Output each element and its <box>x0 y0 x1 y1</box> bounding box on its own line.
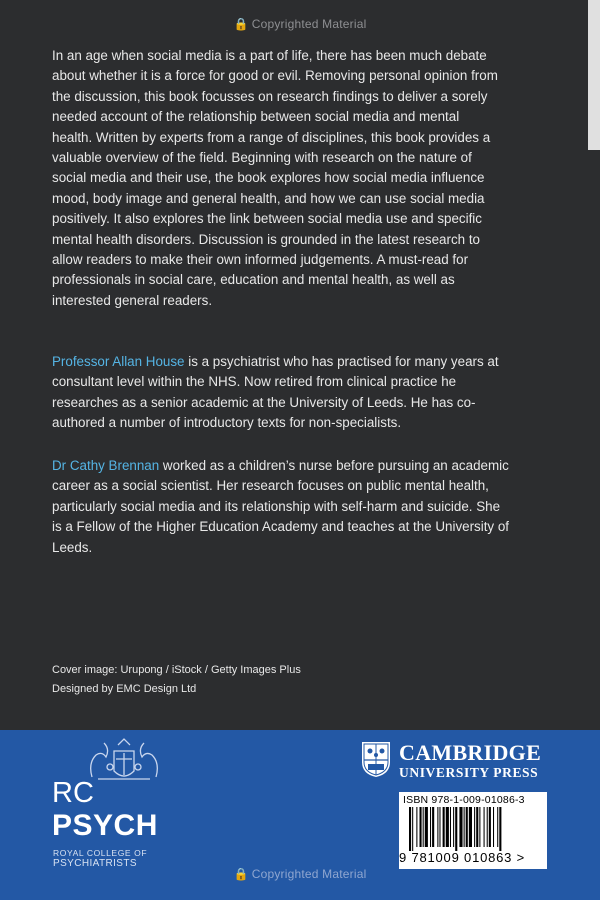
author-bio-brennan <box>52 456 512 558</box>
author-bio-text: worked as a children’s nurse before pursuing an academic career as a social scientist. Her research focuses on public mental health, particularly social media and its relationship with self-harm and suicide. She is a Fellow of the Higher Education Academy and teaches at the University of Leeds. <box>52 458 510 555</box>
publisher-name: CAMBRIDGE <box>399 740 542 765</box>
barcode-bar <box>476 807 478 847</box>
barcode-bar <box>432 807 434 847</box>
barcode-bar <box>459 807 462 847</box>
author-bio-house <box>52 352 512 434</box>
barcode-bar <box>446 807 449 847</box>
publisher-press: UNIVERSITY PRESS <box>399 765 539 780</box>
watermark-bottom: 🔒 Copyrighted Material <box>233 867 367 881</box>
isbn-text: ISBN 978-1-009-01086-3 <box>403 794 525 806</box>
barcode-bar <box>455 807 457 851</box>
watermark-top: 🔒 Copyrighted Material <box>233 17 367 31</box>
barcode-bar <box>437 807 438 847</box>
barcode-bar <box>464 807 465 847</box>
cambridge-shield-icon <box>360 740 392 778</box>
barcode-bar <box>499 807 501 851</box>
barcode-bar <box>479 807 480 847</box>
rcpsych-rc: RC <box>52 777 94 809</box>
rcpsych-crest-icon <box>84 737 164 783</box>
barcode-bar <box>416 807 417 847</box>
barcode-bar <box>430 807 431 847</box>
barcode-bar <box>450 807 451 847</box>
barcode-bar <box>466 807 468 847</box>
isbn-barcode <box>399 792 547 869</box>
barcode-bar <box>425 807 428 847</box>
barcode-bar <box>453 807 454 847</box>
barcode-bar <box>423 807 424 847</box>
cover-image-credit: Cover image: Urupong / iStock / Getty Images Plus <box>52 664 301 676</box>
barcode-digits: 9 781009 010863 > <box>399 850 526 865</box>
rcpsych-line2: PSYCHIATRISTS <box>53 858 137 869</box>
copyright-icon: 🔒 <box>233 867 249 881</box>
barcode-bar <box>484 807 485 847</box>
barcode-bar <box>412 807 413 851</box>
author-name: Professor Allan House <box>52 354 185 369</box>
book-blurb: In an age when social media is a part of life, there has been much debate about whether it is a force for good or evil. Removing personal opinion from the discussion, this book focusses on research findings to deliver a sorely needed account of the relationship between social media and mental health. Written by experts from a range of disciplines, this book provides a valuable overview of the field. Beginning with research on the nature of social media and their use, the book explores how social media influence mood, body image and general health, and how we can use social media positively. It also explores the link between social media use and specific mental health disorders. Discussion is grounded in the latest research to allow readers to make their own informed judgements. A must-read for professionals in social care, education and mental health, as well as interested general readers. <box>52 48 498 308</box>
author-bio-text: is a psychiatrist who has practised for many years at consultant level within the NHS. Now retired from clinical practice he researches as a senior academic at the University of Leeds. He has co-authored a number of introductory texts for non-specialists. <box>52 354 499 431</box>
rcpsych-line1: ROYAL COLLEGE OF <box>53 848 148 858</box>
barcode-bar <box>493 807 494 847</box>
barcode-bar <box>439 807 440 847</box>
barcode-bar <box>474 807 475 847</box>
barcode-bar <box>420 807 422 847</box>
author-name: Dr Cathy Brennan <box>52 458 160 473</box>
barcode-bar <box>443 807 445 847</box>
designer-credit: Designed by EMC Design Ltd <box>52 683 197 695</box>
barcode-bar <box>409 807 411 851</box>
barcode-bar <box>489 807 491 847</box>
barcode-bar <box>469 807 472 847</box>
rcpsych-psych: PSYCH <box>52 809 158 842</box>
image-credits <box>52 661 301 699</box>
barcode-bar <box>487 807 488 847</box>
barcode-bar <box>497 807 498 847</box>
barcode-bars <box>403 807 543 851</box>
copyright-icon: 🔒 <box>233 17 249 31</box>
